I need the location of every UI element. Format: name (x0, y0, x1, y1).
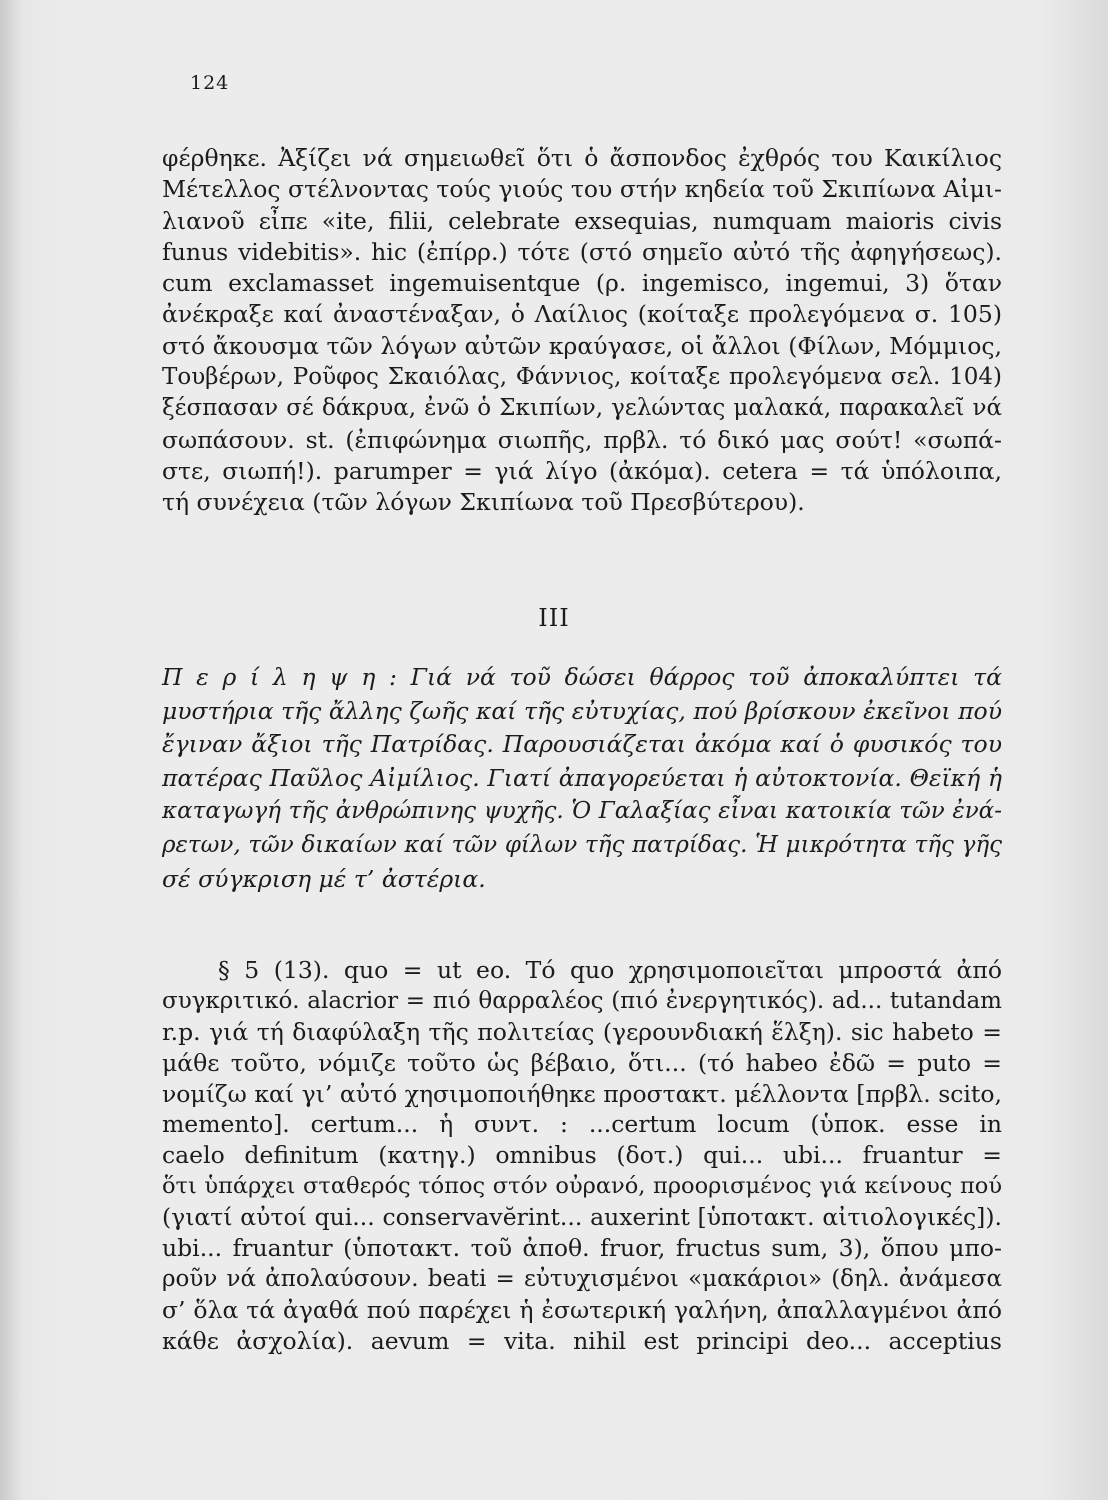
text-line: r.p. γιά τή διαφύλαξη τῆς πολιτείας (γερουνδιακή ἕλξη). sic habeto = (162, 1017, 1002, 1046)
text-line: τή συνέχεια (τῶν λόγων Σκιπίωνα τοῦ Πρεσβύτερου). (162, 488, 805, 517)
text-line: συγκριτικό. alacrior = πιό θαρραλέος (πιό ἐνεργητικός). ad... tutandam (162, 987, 1002, 1014)
text-line: κάθε ἀσχολία). aevum = vita. nihil est principi deo... acceptius (162, 1326, 1002, 1355)
text-line: λιανοῦ εἶπε «ite, filii, celebrate exsequias, numquam maioris civis (162, 206, 1002, 235)
text-line: ἀνέκραξε καί ἀναστέναξαν, ὁ Λαίλιος (κοίταξε προλεγόμενα σ. 105) (162, 300, 1002, 329)
text-line: ρετων, τῶν δικαίων καί τῶν φίλων τῆς πατρίδας. Ἡ μικρότητα τῆς γῆς (162, 831, 1002, 858)
text-line: § 5 (13). quo = ut eo. Τό quo χρησιμοποιεῖται μπροστά ἀπό (218, 956, 1002, 984)
text-line: caelo definitum (κατηγ.) omnibus (δοτ.) qui... ubi... fruantur = (162, 1141, 1002, 1170)
text-line: (γιατί αὐτοί qui... conservavĕrint... auxerint [ὑποτακτ. αἰτιολογικές]). (162, 1203, 1002, 1232)
commentary-paragraph-1 (162, 143, 1002, 519)
text-line: στε, σιωπή!). parumper = γιά λίγο (ἀκόμα). cetera = τά ὑπόλοιπα, (162, 456, 1002, 485)
summary-paragraph (162, 662, 1002, 897)
text-line: σωπάσουν. st. (ἐπιφώνημα σιωπῆς, πρβλ. τό δικό μας σούτ! «σωπά- (162, 425, 1002, 454)
text-line: μυστήρια τῆς ἄλλης ζωῆς καί τῆς εὐτυχίας, πού βρίσκουν ἐκεῖνοι πού (162, 696, 1002, 725)
commentary-paragraph-3 (162, 955, 1002, 1357)
text-line: στό ἄκουσμα τῶν λόγων αὐτῶν κραύγασε, οἱ ἄλλοι (Φίλων, Μόμμιος, (162, 331, 1002, 360)
text-line: ροῦν νά ἀπολαύσουν. beati = εὐτυχισμένοι «μακάριοι» (δηλ. ἀνάμεσα (162, 1265, 1002, 1292)
text-line: σέ σύγκριση μέ τ’ ἀστέρια. (162, 864, 486, 893)
text-line: ubi... fruantur (ὑποτακτ. τοῦ ἀποθ. fruor, fructus sum, 3), ὅπου μπο- (162, 1234, 1002, 1263)
text-line: ὅτι ὑπάρχει σταθερός τόπος στόν οὐρανό, προορισμένος γιά κείνους πού (162, 1173, 1002, 1200)
section-heading: III (538, 604, 570, 632)
text-line: funus videbitis». hic (ἐπίρρ.) τότε (στό σημεῖο αὐτό τῆς ἀφηγήσεως). (162, 237, 1002, 266)
text-line: μάθε τοῦτο, νόμιζε τοῦτο ὡς βέβαιο, ὅτι... (τό habeo ἐδῶ = puto = (162, 1048, 1002, 1077)
text-line: cum exclamasset ingemuisentque (ρ. ingemisco, ingemui, 3) ὅταν (162, 269, 1002, 298)
text-line: φέρθηκε. Ἀξίζει νά σημειωθεῖ ὅτι ὁ ἄσπονδος ἐχθρός του Καικίλιος (162, 144, 1002, 172)
text-line: Τουβέρων, Ροῦφος Σκαιόλας, Φάννιος, κοίταξε προλεγόμενα σελ. 104) (162, 364, 1002, 391)
text-line: νομίζω καί γι’ αὐτό χησιμοποιήθηκε προστακτ. μέλλοντα [πρβλ. scito, (162, 1079, 1002, 1108)
text-line: Μέτελλος στέλνοντας τούς γιούς του στήν κηδεία τοῦ Σκιπίωνα Αἰμι- (162, 175, 1002, 204)
text-line: ξέσπασαν σέ δάκρυα, ἐνῶ ὁ Σκιπίων, γελώντας μαλακά, παρακαλεῖ νά (162, 395, 1002, 422)
text-line: πατέρας Παῦλος Αἰμίλιος. Γιατί ἀπαγορεύεται ἡ αὐτοκτονία. Θεϊκή ἡ (162, 763, 1002, 792)
text-line: σ’ ὅλα τά ἀγαθά πού παρέχει ἡ ἐσωτερική γαλήνη, ἀπαλλαγμένοι ἀπό (162, 1295, 1002, 1324)
text-line: Π ε ρ ί λ η ψ η : Γιά νά τοῦ δώσει θάρρος τοῦ ἀποκαλύπτει τά (162, 663, 1002, 691)
text-line: memento]. certum... ἡ συντ. : ...certum locum (ὑποκ. esse in (162, 1110, 1002, 1139)
text-line: ἔγιναν ἄξιοι τῆς Πατρίδας. Παρουσιάζεται ἀκόμα καί ὁ φυσικός του (162, 730, 1002, 759)
text-line: καταγωγή τῆς ἀνθρώπινης ψυχῆς. Ὁ Γαλαξίας εἶναι κατοικία τῶν ἐνά- (162, 798, 1002, 825)
page-number: 124 (190, 72, 230, 94)
